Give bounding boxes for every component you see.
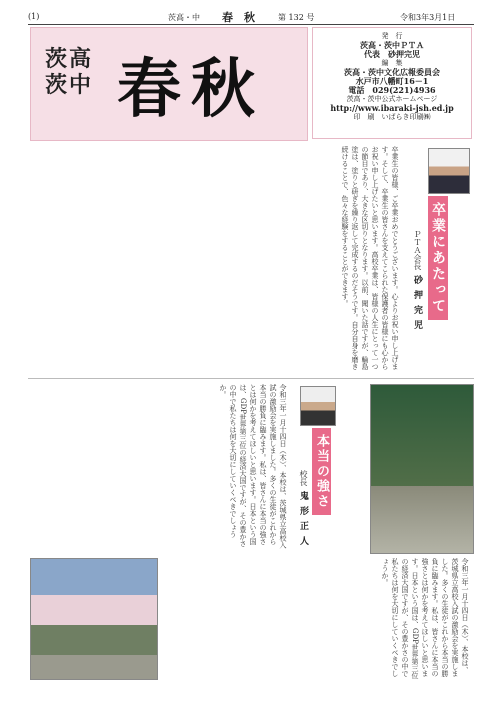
issue-number: 第 132 号 — [278, 13, 315, 22]
article2-role: 校長 — [299, 470, 308, 486]
principal-photo — [300, 386, 336, 426]
article1-role: ＰＴＡ会長 — [413, 230, 422, 270]
newsletter-name: 春 秋 — [222, 11, 255, 24]
info-line: 水戸市八幡町16－1 — [355, 76, 429, 86]
campus-cherry-blossom-photo — [30, 558, 158, 680]
article2-heading — [312, 428, 331, 548]
pta-president-photo — [428, 148, 470, 194]
stone-statue-photo — [370, 384, 474, 554]
masthead-title: 春秋 — [117, 52, 265, 127]
info-line: 印 刷 いばらき印刷㈱ — [353, 113, 431, 121]
article1-body: 卒業生の皆様、ご卒業おめでとうございます。心よりお祝い申し上げます。そして、卒業生の皆さんを支えてこられた保護者の皆様にも心からお祝い申し上げたいと思います。高校卒業は、皆様の人生にとって一つの節目であり、大きな区切りとなります。以前、聞いた話ですが、輪島塗は、塗りと研ぎを繰り返して完成するのだそうです。自分自身を磨き続けることで、色々な経験をすることができます。 — [341, 146, 399, 370]
page-number: (1) — [28, 12, 40, 21]
info-line: 代表 砂押完児 — [364, 49, 420, 59]
article-continued-body: 令和三年一月十四日（木）、本校は、茨城県立高校入試の激励会を実施しました。多くの生徒がこれから本当の勝負に臨みます。私は、皆さんに本当の強さとは何かを考えてほしいと思います。日本という国は、GDP世界第三位の経済大国ですが、その豊かさの中で私たちは何を大切にしていくべきでしょうか。 — [381, 558, 469, 679]
article1-heading — [428, 196, 448, 376]
header-rule — [28, 24, 474, 25]
article1-title: 卒業にあたって — [428, 196, 448, 320]
info-line: 茨高・茨中ＰＴＡ — [360, 40, 424, 50]
info-line: 茨高・茨中公式ホームページ — [346, 95, 438, 103]
info-line: 茨高・茨中文化広報委員会 — [344, 67, 440, 77]
info-line: 電話 029(221)4936 — [348, 85, 436, 95]
article2-body: 令和三年一月十四日（木）、本校は、茨城県立高校入試の激励会を実施しました。多くの生徒がこれから本当の勝負に臨みます。私は、皆さんに本当の強さとは何かを考えてほしいと思います。日本という国は、GDP世界第三位の経済大国ですが、その豊かさの中で私たちは何を大切にしていくべきでしょうか。 — [219, 384, 287, 549]
info-line: 発 行 — [381, 32, 403, 40]
issue-date: 令和3年3月1日 — [400, 13, 456, 22]
article2-title: 本当の強さ — [312, 428, 331, 515]
info-url: http://www.ibaraki-jsh.ed.jp — [330, 103, 454, 113]
masthead-line2: 茨中 — [45, 72, 94, 98]
masthead — [30, 27, 308, 141]
masthead-line1: 茨高 — [45, 46, 94, 72]
article1-byline — [408, 230, 427, 380]
article-divider — [28, 378, 474, 379]
article1-author: 砂押完児 — [412, 275, 422, 336]
publisher-info — [312, 27, 472, 139]
publisher-short: 茨高・中 — [168, 13, 200, 22]
article2-author: 鬼形正人 — [298, 491, 308, 552]
masthead-school — [45, 46, 93, 98]
info-line: 編 集 — [381, 59, 403, 67]
